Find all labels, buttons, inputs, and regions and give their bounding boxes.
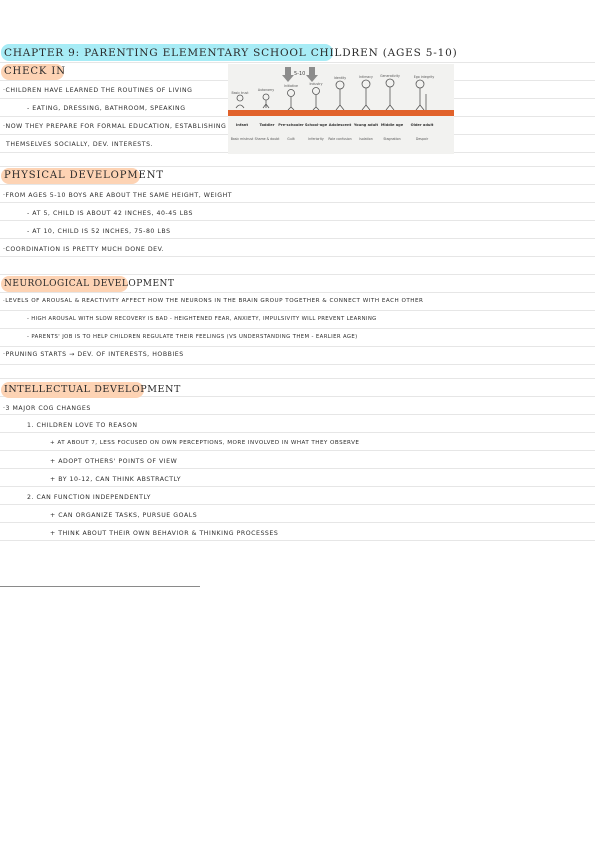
crisis-label: Inferiority (308, 137, 324, 141)
intellectual-line-7: + CAN ORGANIZE TASKS, PURSUE GOALS (50, 512, 198, 519)
stage-label: Young adult (353, 123, 379, 127)
arrow-label: 5-10 (294, 71, 306, 77)
check-in-line-3: ·NOW THEY PREPARE FOR FORMAL EDUCATION, ESTABLISHING (3, 123, 227, 130)
crisis-label: Basic mistrust (230, 137, 254, 141)
stage-label: School-age (304, 123, 328, 127)
virtue-label: Identity (333, 76, 347, 80)
footnote-divider (0, 586, 200, 587)
stage-label: Middle age (380, 123, 404, 127)
check-in-heading: CHECK IN (4, 66, 66, 77)
physical-line-2: - AT 5, CHILD IS ABOUT 42 INCHES, 40-45 LBS (27, 210, 193, 217)
intellectual-line-5: + BY 10-12, CAN THINK ABSTRACTLY (50, 476, 182, 483)
virtue-label: Basic trust (231, 91, 249, 95)
page-title: CHAPTER 9: PARENTING ELEMENTARY SCHOOL CHILDREN (AGES 5-10) (4, 47, 458, 59)
virtue-label: Ego integrity (413, 75, 435, 79)
virtue-label: Industry (309, 82, 323, 86)
neuro-line-3: - PARENTS' JOB IS TO HELP CHILDREN REGULATE THEIR FEELINGS (VS UNDERSTANDING THEM - EARLIER AGE) (27, 334, 358, 340)
stage-label: Older adult (410, 123, 434, 127)
physical-line-1: ·FROM AGES 5-10 BOYS ARE ABOUT THE SAME HEIGHT, WEIGHT (3, 192, 233, 199)
check-in-line-2: - EATING, DRESSING, BATHROOM, SPEAKING (27, 105, 186, 112)
physical-line-3: - AT 10, CHILD IS 52 INCHES, 75-80 LBS (27, 228, 171, 235)
crisis-label: Role confusion (328, 137, 352, 141)
check-in-line-4: THEMSELVES SOCIALLY, DEV. INTERESTS. (6, 141, 154, 148)
stage-label: Pre-schooler (278, 123, 304, 127)
virtue-label: Autonomy (257, 88, 275, 92)
intellectual-line-2: 1. CHILDREN LOVE TO REASON (27, 422, 138, 429)
neuro-heading: NEUROLOGICAL DEVELOPMENT (4, 279, 175, 289)
intellectual-line-4: + ADOPT OTHERS' POINTS OF VIEW (50, 458, 178, 465)
check-in-line-1: ·CHILDREN HAVE LEARNED THE ROUTINES OF LIVING (3, 87, 193, 94)
crisis-label: Despair (415, 137, 429, 141)
crisis-label: Isolation (359, 137, 373, 141)
intellectual-line-8: + THINK ABOUT THEIR OWN BEHAVIOR & THINKING PROCESSES (50, 530, 279, 537)
intellectual-line-1: ·3 MAJOR COG CHANGES (3, 405, 91, 412)
neuro-line-2: - HIGH AROUSAL WITH SLOW RECOVERY IS BAD - HEIGHTENED FEAR, ANXIETY, IMPULSIVITY WILL PREVENT LEARNING (27, 316, 377, 322)
timeline-bar (228, 110, 454, 116)
neuro-line-1: ·LEVELS OF AROUSAL & REACTIVITY AFFECT HOW THE NEURONS IN THE BRAIN GROUP TOGETHER & CONNECT WITH EACH OTHER (3, 298, 424, 304)
intellectual-line-3: + AT ABOUT 7, LESS FOCUSED ON OWN PERCEPTIONS, MORE INVOLVED IN WHAT THEY OBSERVE (50, 440, 360, 446)
neuro-line-4: ·PRUNING STARTS → DEV. OF INTERESTS, HOBBIES (3, 351, 184, 358)
physical-line-4: ·COORDINATION IS PRETTY MUCH DONE DEV. (3, 246, 165, 253)
virtue-label: Intimacy (359, 75, 373, 79)
life-stages-figure (228, 64, 454, 154)
physical-heading: PHYSICAL DEVELOPMENT (4, 170, 164, 181)
stage-label: Toddler (259, 123, 275, 127)
intellectual-line-6: 2. CAN FUNCTION INDEPENDENTLY (27, 494, 151, 501)
stage-label: Infant (235, 123, 249, 127)
virtue-label: Generativity (380, 74, 400, 78)
crisis-label: Guilt (287, 137, 295, 141)
crisis-label: Shame & doubt (254, 137, 280, 141)
crisis-label: Stagnation (383, 137, 401, 141)
stage-label: Adolescent (328, 123, 352, 127)
person-icons (236, 79, 426, 110)
life-stages-illustration (228, 64, 454, 154)
virtue-label: Initiative (284, 84, 298, 88)
intellectual-heading: INTELLECTUAL DEVELOPMENT (4, 384, 181, 395)
